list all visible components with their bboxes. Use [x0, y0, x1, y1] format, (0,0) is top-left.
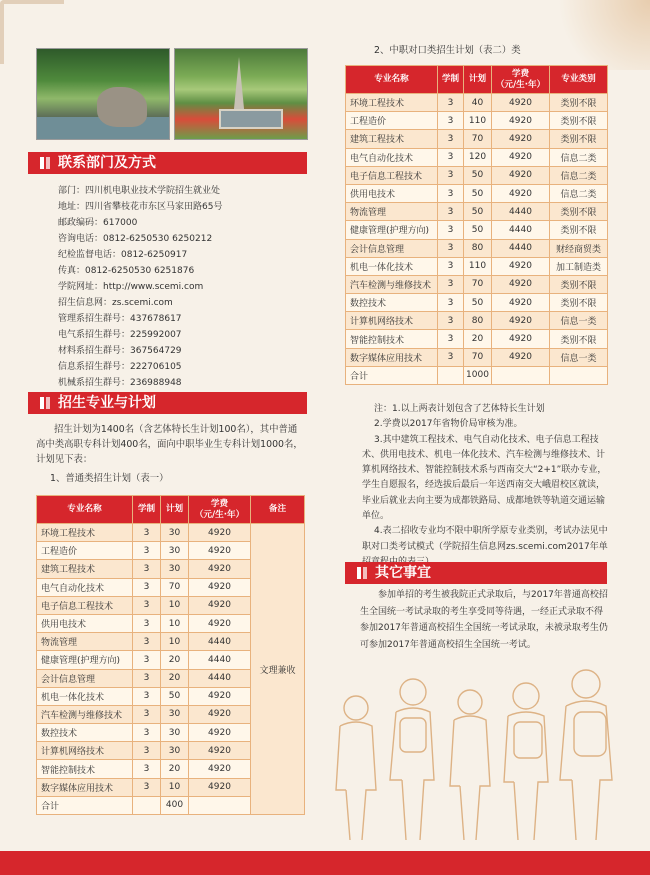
table-cell: 3: [438, 203, 464, 221]
table1-general-plan: [36, 495, 305, 815]
table-cell: 4920: [189, 778, 251, 796]
table-cell: 建筑工程技术: [37, 560, 133, 578]
table-cell: 50: [464, 166, 492, 184]
contact-line: 招生信息网：zs.scemi.com: [58, 298, 173, 308]
table-cell: 信息二类: [550, 166, 608, 184]
table-cell: 环境工程技术: [346, 94, 438, 112]
table-header-cell: 专业类别: [550, 66, 608, 94]
table-cell: 50: [464, 221, 492, 239]
contact-line: 邮政编码：617000: [58, 218, 138, 228]
table-cell: [492, 366, 550, 384]
table-cell: 3: [438, 112, 464, 130]
table-cell: 10: [161, 633, 189, 651]
table-row: [346, 257, 608, 275]
table-cell: [133, 796, 161, 814]
table-cell: 物流管理: [346, 203, 438, 221]
table-cell: 电子信息工程技术: [37, 596, 133, 614]
table-row: [346, 312, 608, 330]
table-cell: 4920: [492, 166, 550, 184]
plan-intro-text: 招生计划为1400名（含艺体特长生计划100名），其中普通高中类高职专科计划400名，面向中职毕业生专科计划1000名，计划见下表：: [36, 424, 303, 465]
table-cell: 4920: [492, 294, 550, 312]
table-cell: 数控技术: [37, 724, 133, 742]
table-row: [346, 239, 608, 257]
table-cell: 3: [438, 294, 464, 312]
note-line: 2.学费以2017年省物价局审核为准。: [374, 419, 523, 430]
table-cell: 计算机网络技术: [346, 312, 438, 330]
table-header-cell: 学制: [438, 66, 464, 94]
table-cell: 类别不限: [550, 94, 608, 112]
note-line: 3.其中建筑工程技术、电气自动化技术、电子信息工程技术、供用电技术、机电一体化技术、汽车检测与维修技术、计算机网络技术、智能控制技术系与西南交大“2+1”联办专业，学生自愿报名，经选拔后最后一年送西南交大峨眉校区就读，毕业后就业去向主要为成都铁路局、成都地铁等轨道交通运输单位。: [362, 434, 607, 522]
contact-line: 纪检监督电话：0812-6250917: [58, 250, 188, 260]
table-cell: 30: [161, 542, 189, 560]
table-cell: [438, 366, 464, 384]
table-cell: 数控技术: [346, 294, 438, 312]
table-cell: 电子信息工程技术: [346, 166, 438, 184]
table-cell: 信息一类: [550, 348, 608, 366]
table-cell: 50: [161, 687, 189, 705]
table-cell: 4920: [189, 596, 251, 614]
table-cell: 4440: [189, 669, 251, 687]
table-cell: 3: [438, 166, 464, 184]
table-header-cell: 专业名称: [37, 496, 133, 524]
table2-vocational-plan: [345, 65, 608, 385]
table-cell: 物流管理: [37, 633, 133, 651]
table-cell: 工程造价: [346, 112, 438, 130]
table-cell: 3: [438, 221, 464, 239]
table-row: [346, 184, 608, 202]
footer-bar: [0, 851, 650, 875]
plan-intro: [36, 422, 304, 467]
table-header-cell: 备注: [251, 496, 305, 524]
table-cell: 4920: [189, 560, 251, 578]
table-cell: 加工制造类: [550, 257, 608, 275]
table-cell: 4440: [492, 239, 550, 257]
table-cell: 4920: [492, 330, 550, 348]
contact-line: 传真：0812-6250530 6251876: [58, 266, 195, 276]
table-cell: 3: [133, 560, 161, 578]
table-cell: 4920: [189, 760, 251, 778]
table-cell: 10: [161, 778, 189, 796]
table-cell: 20: [161, 651, 189, 669]
table-cell: 3: [133, 760, 161, 778]
table-cell: 3: [438, 348, 464, 366]
table-cell: 20: [161, 669, 189, 687]
table-cell: 30: [161, 742, 189, 760]
other-text: 参加单招的考生被我院正式录取后，与2017年普通高校招生全国统一考试录取的考生享受同等待遇，一经正式录取不得参加2017年普通高校招生全国统一考试录取，未被录取考生仍可参加2017年普通高校招生全国统一考试。: [360, 590, 608, 650]
table-cell: 工程造价: [37, 542, 133, 560]
contact-section-title: 联系部门及方式: [28, 152, 307, 174]
table-cell: 智能控制技术: [37, 760, 133, 778]
table-cell: 3: [133, 687, 161, 705]
note-line: 注：1.以上两表计划包含了艺体特长生计划: [374, 404, 545, 414]
table-cell: 4920: [492, 312, 550, 330]
table-cell: 信息二类: [550, 184, 608, 202]
table-cell: 类别不限: [550, 130, 608, 148]
table-cell: 信息二类: [550, 148, 608, 166]
table-cell: 3: [133, 578, 161, 596]
table-cell: 供用电技术: [346, 184, 438, 202]
table-cell: 信息一类: [550, 312, 608, 330]
table-cell: 3: [133, 542, 161, 560]
table-cell: 4920: [492, 112, 550, 130]
table-cell: 110: [464, 112, 492, 130]
table-cell: 建筑工程技术: [346, 130, 438, 148]
table-cell: 4440: [492, 203, 550, 221]
table-cell: 3: [438, 275, 464, 293]
contact-line: 机械系招生群号：236988948: [58, 378, 182, 388]
table-cell: 4920: [492, 184, 550, 202]
table-total-row: [346, 366, 608, 384]
table-cell: 4920: [492, 348, 550, 366]
table-cell: 类别不限: [550, 203, 608, 221]
table-cell: 电气自动化技术: [346, 148, 438, 166]
table1-title: 1、普通类招生计划（表一）: [50, 473, 169, 484]
table-cell: 50: [464, 203, 492, 221]
table-cell: 30: [161, 524, 189, 542]
table-notes: [362, 402, 612, 570]
table-cell: 30: [161, 724, 189, 742]
table-cell: 4920: [189, 724, 251, 742]
table-row: [346, 94, 608, 112]
table-cell: 4920: [189, 742, 251, 760]
table-cell: 4920: [492, 94, 550, 112]
table-cell: 3: [438, 312, 464, 330]
table-row: [346, 348, 608, 366]
table-cell: 机电一体化技术: [346, 257, 438, 275]
contact-line: 材料系招生群号：367564729: [58, 346, 182, 356]
table-cell: 智能控制技术: [346, 330, 438, 348]
table-cell: 汽车检测与维修技术: [37, 705, 133, 723]
table-cell: 数字媒体应用技术: [346, 348, 438, 366]
note-line: 4.表二招收专业均不限中职所学原专业类别，考试办法见中职对口类考试模式（学院招生信息网zs.scemi.com2017年单: [362, 526, 608, 552]
table-cell: 110: [464, 257, 492, 275]
table-cell: 3: [133, 778, 161, 796]
table-cell: 4920: [189, 687, 251, 705]
table-cell: 70: [464, 348, 492, 366]
table-cell: 3: [438, 239, 464, 257]
contact-line: 信息系招生群号：222706105: [58, 362, 182, 372]
table-cell: 类别不限: [550, 330, 608, 348]
table-cell: 4920: [492, 130, 550, 148]
table-cell: 3: [133, 596, 161, 614]
table-cell: 数字媒体应用技术: [37, 778, 133, 796]
table-cell: 10: [161, 596, 189, 614]
table-cell: 会计信息管理: [346, 239, 438, 257]
table-header-cell: 学费 （元/生·年）: [189, 496, 251, 524]
table-cell: 4920: [189, 705, 251, 723]
table-header-cell: 计划: [161, 496, 189, 524]
table-row: [346, 221, 608, 239]
table-cell: 4920: [492, 257, 550, 275]
table-cell: 10: [161, 614, 189, 632]
table-cell: 3: [133, 742, 161, 760]
table-cell: 120: [464, 148, 492, 166]
table-cell: 财经商贸类: [550, 239, 608, 257]
table-cell: 3: [438, 94, 464, 112]
table-cell: 80: [464, 239, 492, 257]
table-row: [346, 203, 608, 221]
table-row: [346, 130, 608, 148]
table-cell: 3: [133, 651, 161, 669]
other-section-title: 其它事宜: [345, 562, 607, 584]
contact-line: 部门：四川机电职业技术学院招生就业处: [58, 186, 221, 196]
table-row: [37, 524, 305, 542]
table-cell: 20: [464, 330, 492, 348]
plan-section-title: 招生专业与计划: [28, 392, 307, 414]
table-row: [346, 148, 608, 166]
table-cell: 类别不限: [550, 221, 608, 239]
table-cell: 3: [438, 257, 464, 275]
table-cell: 类别不限: [550, 294, 608, 312]
table-cell: 400: [161, 796, 189, 814]
table-cell: 70: [464, 275, 492, 293]
table-cell: [550, 366, 608, 384]
table2-title: 2、中职对口类招生计划（表二）类: [374, 45, 521, 56]
table-cell: 机电一体化技术: [37, 687, 133, 705]
table-cell: 4920: [189, 542, 251, 560]
table-cell: 70: [161, 578, 189, 596]
table-cell: 3: [133, 614, 161, 632]
table-cell: 4440: [492, 221, 550, 239]
table-cell: 计算机网络技术: [37, 742, 133, 760]
contact-line: 学院网址：http://www.scemi.com: [58, 282, 204, 292]
table-cell: 30: [161, 705, 189, 723]
contact-info: [58, 183, 222, 391]
campus-photo-monument: [174, 48, 308, 140]
table-cell: [189, 796, 251, 814]
table-row: [346, 275, 608, 293]
remark-cell: 文理兼收: [251, 524, 305, 815]
table-cell: 环境工程技术: [37, 524, 133, 542]
table-cell: 3: [133, 724, 161, 742]
table-cell: 3: [438, 148, 464, 166]
table-row: [346, 294, 608, 312]
campus-photo-garden: [36, 48, 170, 140]
students-sketch-illustration: [318, 640, 628, 850]
table-cell: 健康管理(护理方向): [346, 221, 438, 239]
table-row: [346, 330, 608, 348]
table-cell: 3: [133, 524, 161, 542]
table-header-cell: 学费 （元/生·年）: [492, 66, 550, 94]
ink-decoration: [540, 0, 650, 70]
contact-line: 地址：四川省攀枝花市东区马家田路65号: [58, 202, 223, 212]
table-cell: 4440: [189, 633, 251, 651]
table-cell: 4920: [189, 578, 251, 596]
table-cell: 30: [161, 560, 189, 578]
table-cell: 供用电技术: [37, 614, 133, 632]
table-cell: 3: [438, 330, 464, 348]
table-cell: 类别不限: [550, 112, 608, 130]
table-cell: 健康管理(护理方向): [37, 651, 133, 669]
table-header-cell: 学制: [133, 496, 161, 524]
table-row: [346, 166, 608, 184]
contact-line: 电气系招生群号：225992007: [58, 330, 182, 340]
contact-line: 管理系招生群号：437678617: [58, 314, 182, 324]
table-cell: 70: [464, 130, 492, 148]
table-header-cell: 专业名称: [346, 66, 438, 94]
table-cell: 50: [464, 294, 492, 312]
table-cell: 80: [464, 312, 492, 330]
table-cell: 会计信息管理: [37, 669, 133, 687]
table-cell: 4920: [189, 524, 251, 542]
table-cell: 电气自动化技术: [37, 578, 133, 596]
contact-line: 咨询电话：0812-6250530 6250212: [58, 234, 213, 244]
table-cell: 50: [464, 184, 492, 202]
table-cell: 4920: [189, 614, 251, 632]
table-cell: 4920: [492, 275, 550, 293]
table-header-cell: 计划: [464, 66, 492, 94]
table-cell: 合计: [346, 366, 438, 384]
table-cell: 合计: [37, 796, 133, 814]
table-cell: 3: [133, 705, 161, 723]
table-cell: 20: [161, 760, 189, 778]
table-cell: 4440: [189, 651, 251, 669]
table-cell: 40: [464, 94, 492, 112]
table-cell: 1000: [464, 366, 492, 384]
table-cell: 3: [133, 669, 161, 687]
table-cell: 4920: [492, 148, 550, 166]
table-cell: 3: [438, 130, 464, 148]
table-cell: 3: [438, 184, 464, 202]
table-cell: 类别不限: [550, 275, 608, 293]
table-row: [346, 112, 608, 130]
table-cell: 汽车检测与维修技术: [346, 275, 438, 293]
table-cell: 3: [133, 633, 161, 651]
